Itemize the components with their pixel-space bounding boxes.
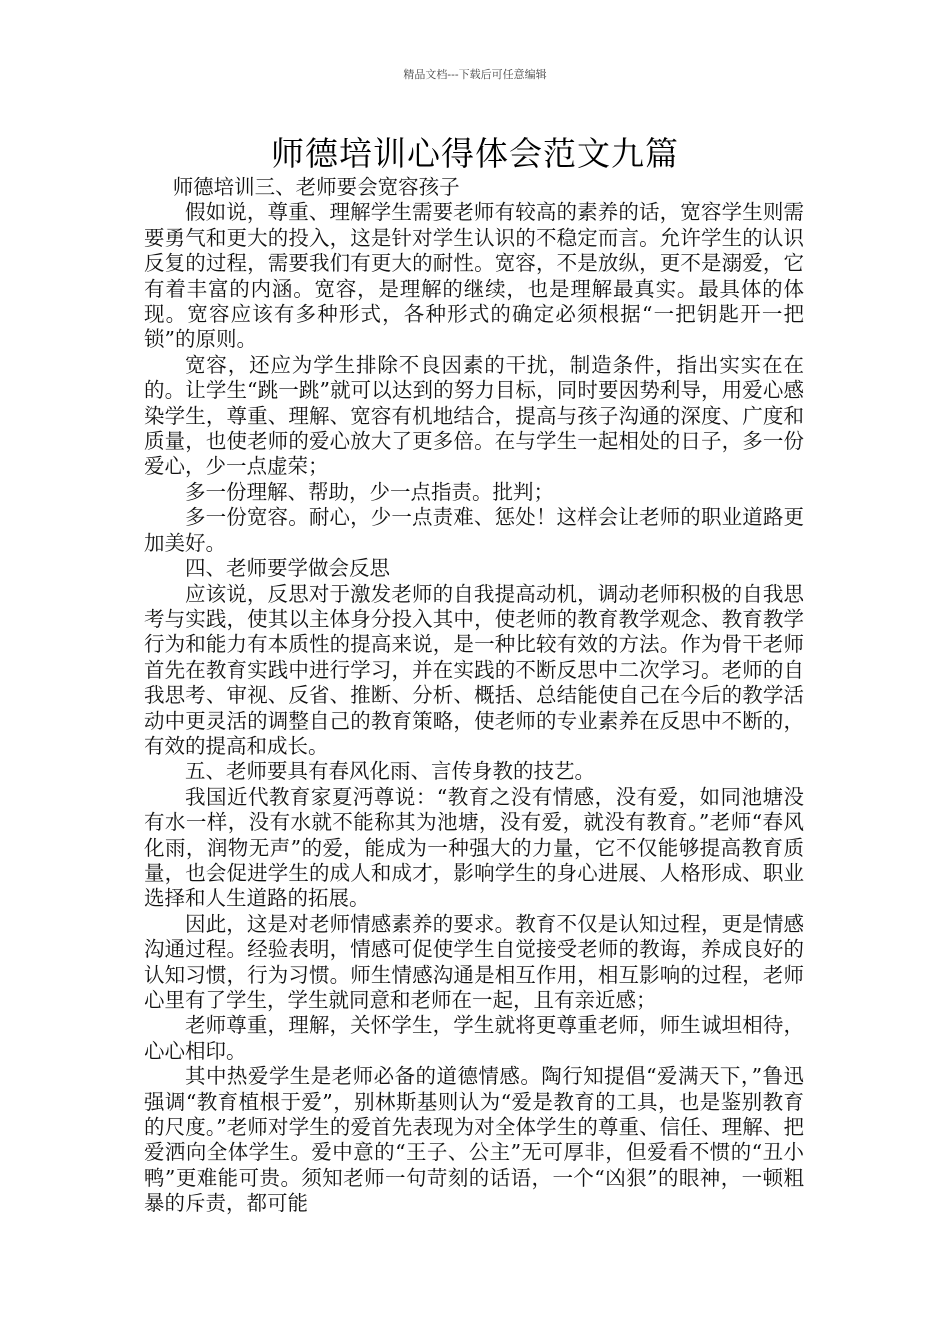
paragraph: 多一份宽容。耐心，少一点责难、惩处！这样会让老师的职业道路更加美好。 (144, 505, 804, 555)
header-note: 精品文档---下载后可任意编辑 (403, 68, 547, 81)
paragraph: 应该说，反思对于激发老师的自我提高动机，调动老师积极的自我思考与实践，使其以主体身分投入其中，使老师的教育教学观念、教育教学行为和能力有本质性的提高来说，是一种比较有效的方法。作为骨干老师首先在教育实践中进行学习，并在实践的不断反思中二次学习。老师的自我思考、审视、反省、推断、分析、概括、总结能使自己在今后的教学活动中更灵活的调整自己的教育策略，使老师的专业素养在反思中不断的，有效的提高和成长。 (144, 581, 804, 758)
paragraph: 宽容，还应为学生排除不良因素的干扰，制造条件，指出实实在在的。让学生“跳一跳”就可以达到的努力目标，同时要因势利导，用爱心感染学生，尊重、理解、宽容有机地结合，提高与孩子沟通的深度、广度和质量，也使老师的爱心放大了更多倍。在与学生一起相处的日子，多一份爱心，少一点虚荣； (144, 352, 804, 479)
paragraph: 其中热爱学生是老师必备的道德情感。陶行知提倡“爱满天下，”鲁迅强调“教育植根于爱”，别林斯基则认为“爱是教育的工具，也是鉴别教育的尺度。”老师对学生的爱首先表现为对全体学生的尊重、信任、理解、把爱洒向全体学生。爱中意的“王子、公主”无可厚非，但爱看不惯的“丑小鸭”更难能可贵。须知老师一句苛刻的话语，一个“凶狠”的眼神，一顿粗暴的斥责，都可能 (144, 1064, 804, 1216)
paragraph: 假如说，尊重、理解学生需要老师有较高的素养的话，宽容学生则需要勇气和更大的投入，这是针对学生认识的不稳定而言。允许学生的认识反复的过程，需要我们有更大的耐性。宽容，不是放纵，更不是溺爱，它有着丰富的内涵。宽容，是理解的继续，也是理解最真实。最具体的体现。宽容应该有多种形式，各种形式的确定必须根据“一把钥匙开一把锁”的原则。 (144, 200, 804, 352)
section-heading: 五、老师要具有春风化雨、言传身教的技艺。 (185, 759, 595, 784)
paragraph: 我国近代教育家夏沔尊说：“教育之没有情感，没有爱，如同池塘没有水一样，没有水就不能称其为池塘，没有爱，就没有教育。”老师“春风化雨，润物无声”的爱，能成为一种强大的力量，它不仅能够提高教育质量，也会促进学生的成人和成才，影响学生的身心进展、人格形成、职业选择和人生道路的拓展。 (144, 784, 804, 911)
document-title: 师德培训心得体会范文九篇 (271, 134, 679, 173)
section-heading: 四、老师要学做会反思 (185, 556, 390, 581)
section-subheading: 师德培训三、老师要会宽容孩子 (172, 175, 460, 199)
paragraph: 多一份理解、帮助，少一点指责。批判； (185, 479, 554, 504)
paragraph: 因此，这是对老师情感素养的要求。教育不仅是认知过程，更是情感沟通过程。经验表明，情感可促使学生自觉接受老师的教诲，养成良好的认知习惯，行为习惯。师生情感沟通是相互作用，相互影响的过程，老师心里有了学生，学生就同意和老师在一起，且有亲近感； (144, 911, 804, 1012)
document-body (144, 175, 804, 1217)
paragraph: 老师尊重，理解，关怀学生，学生就将更尊重老师，师生诚坦相待，心心相印。 (144, 1013, 804, 1063)
